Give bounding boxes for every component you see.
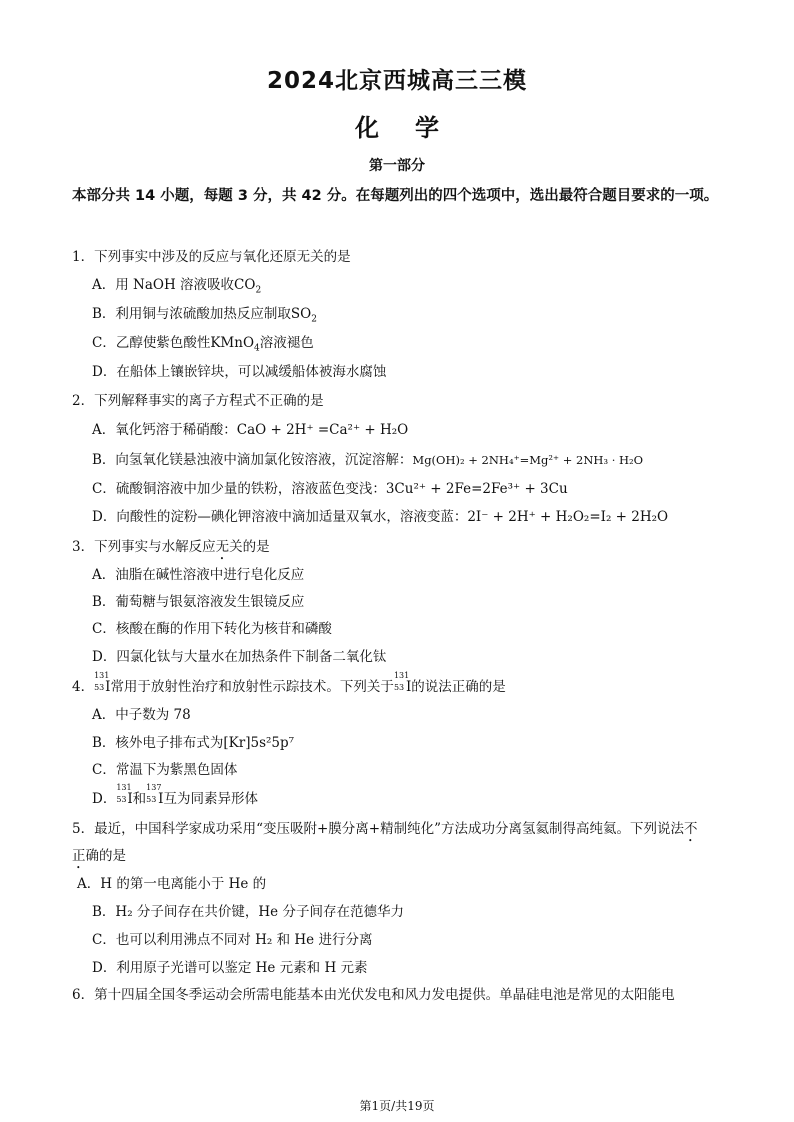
question-4-option-c: C．常温下为紫黑色固体 xyxy=(92,762,238,778)
question-5-option-a: A．H 的第一电离能小于 He 的 xyxy=(77,876,267,892)
isotope-notation: 131 53 xyxy=(393,670,410,692)
question-6-stem: 6．第十四届全国冬季运动会所需电能基本由光伏发电和风力发电提供。单晶硅电池是常见的太阳能电 xyxy=(72,987,675,1003)
question-5-stem-line-1: 5．最近，中国科学家成功采用“变压吸附+膜分离+精制纯化”方法成功分离氢氦制得高纯氦。下列说法不 xyxy=(72,821,698,837)
question-5-option-b: B．H₂ 分子间存在共价键，He 分子间存在范德华力 xyxy=(92,904,404,920)
isotope-notation: 131 53 xyxy=(116,782,132,804)
section-instructions: 本部分共 14 小题，每题 3 分，共 42 分。在每题列出的四个选项中，选出最符合题目要求的一项。 xyxy=(72,188,719,204)
question-1-stem: 1．下列事实中涉及的反应与氧化还原无关的是 xyxy=(72,249,351,265)
section-title: 第一部分 xyxy=(369,158,425,174)
question-2-option-a: A．氧化钙溶于稀硝酸：CaO + 2H⁺ =Ca²⁺ + H₂O xyxy=(92,422,409,438)
question-1-option-a: A．用 NaOH 溶液吸收$CO_2$ xyxy=(92,277,262,296)
question-3-option-b: B．葡萄糖与银氨溶液发生银镜反应 xyxy=(92,594,305,610)
question-3-stem: 3．下列事实与水解反应无关的是 xyxy=(72,539,270,555)
question-4-option-a: A．中子数为 78 xyxy=(92,707,191,723)
question-5-option-d: D．利用原子光谱可以鉴定 He 元素和 H 元素 xyxy=(92,960,368,976)
question-2-stem: 2．下列解释事实的离子方程式不正确的是 xyxy=(72,393,324,409)
question-1-option-d: D．在船体上镶嵌锌块，可以减缓船体被海水腐蚀 xyxy=(92,364,387,380)
page-footer: 第1页/共19页 xyxy=(359,1099,435,1113)
subject-title: 化学 xyxy=(355,114,475,142)
question-4-stem: 4． 131 53 I常用于放射性治疗和放射性示踪技术。下列关于 131 53 I的说法正确的是 xyxy=(72,670,506,695)
question-2-option-c: C．硫酸铜溶液中加少量的铁粉，溶液蓝色变浅：3Cu²⁺ + 2Fe=2Fe³⁺ + 3Cu xyxy=(92,481,568,497)
question-3-option-c: C．核酸在酶的作用下转化为核苷和磷酸 xyxy=(92,621,332,637)
question-4-option-d: D． 131 53 I和 137 53 I互为同素异形体 xyxy=(92,782,259,807)
question-1-option-b: B．利用铜与浓硫酸加热反应制取$SO_2$ xyxy=(92,306,317,325)
question-5-option-c: C．也可以利用沸点不同对 H₂ 和 He 进行分离 xyxy=(92,932,373,948)
isotope-notation: 137 53 xyxy=(146,782,162,804)
question-2-option-d: D．向酸性的淀粉—碘化钾溶液中滴加适量双氧水，溶液变蓝：2I⁻ + 2H⁺ + H₂O₂=I₂ + 2H₂O xyxy=(92,509,669,525)
question-1-option-c: C．乙醇使紫色酸性KMnO$_4$溶液褪色 xyxy=(92,335,314,354)
question-3-option-d: D．四氯化钛与大量水在加热条件下制备二氧化钛 xyxy=(92,649,387,665)
question-5-stem-line-2: 正确的是 xyxy=(72,848,126,864)
exam-title: 2024北京西城高三三模 xyxy=(266,68,527,94)
question-4-option-b: B．核外电子排布式为[Kr]5s²5p⁷ xyxy=(92,735,295,751)
question-3-option-a: A．油脂在碱性溶液中进行皂化反应 xyxy=(92,567,305,583)
question-2-option-b: B．向氢氧化镁悬浊液中滴加氯化铵溶液，沉淀溶解：Mg(OH)₂ + 2NH₄⁺=Mg²⁺ + 2NH₃ · H₂O xyxy=(92,452,644,468)
isotope-notation: 131 53 xyxy=(94,670,110,692)
